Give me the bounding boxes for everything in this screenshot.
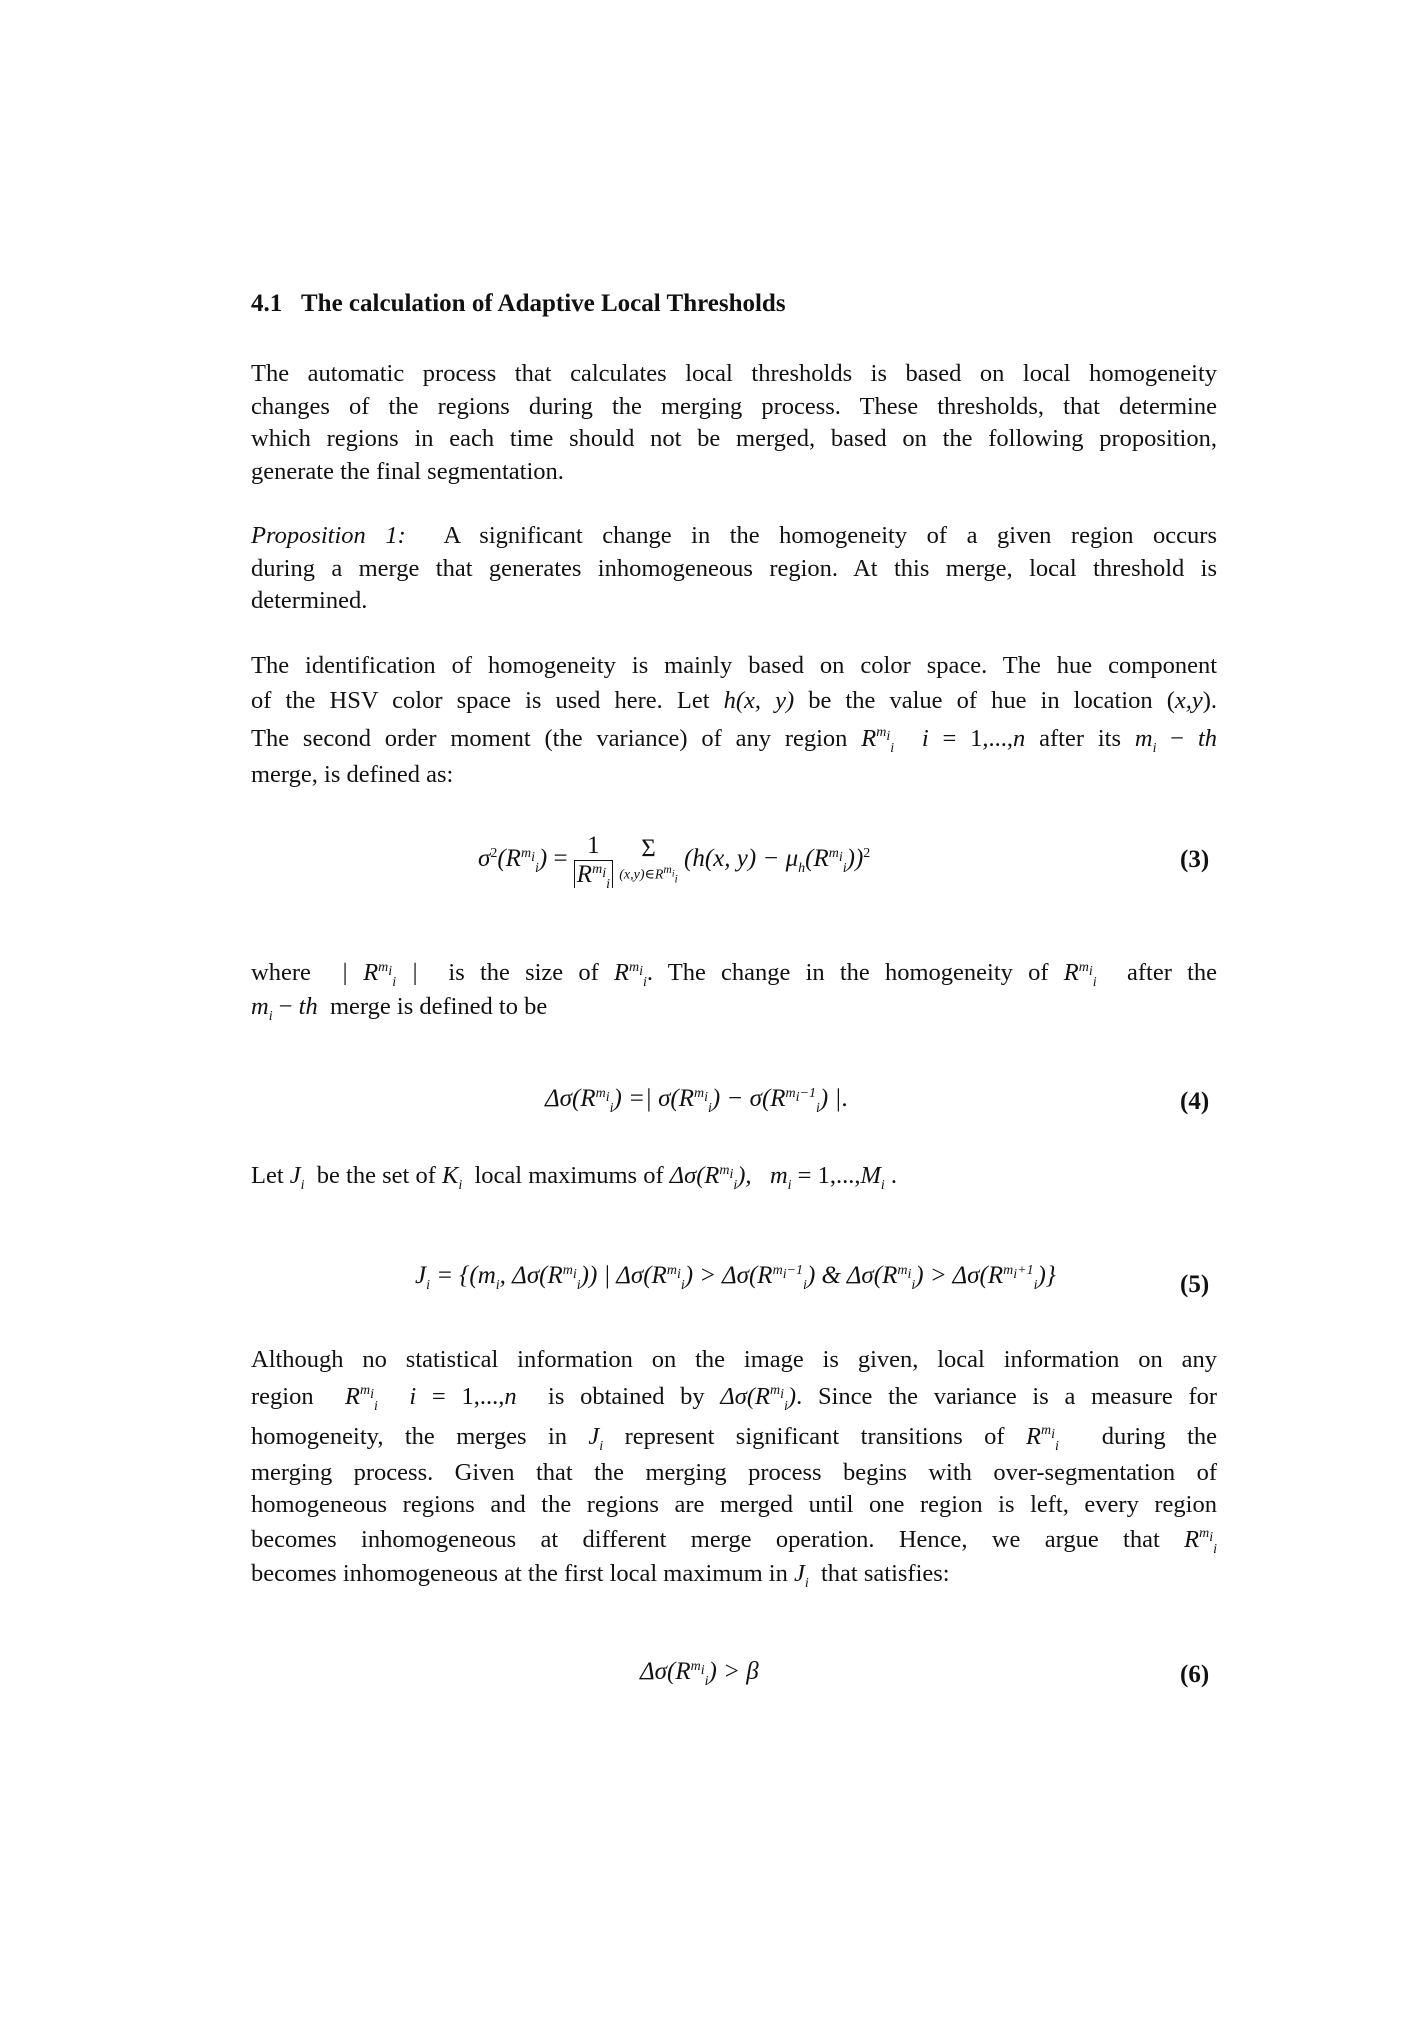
section-heading [251, 290, 786, 318]
equation-number: (4) [1180, 1088, 1210, 1115]
text-line: The automatic process that calculates local thresholds is based on local homogeneity [251, 360, 1217, 387]
math-K-i: $K_i$ [441, 1162, 463, 1193]
text-segment: becomes inhomogeneous at different merge operation. Hence, we argue that [251, 1525, 1160, 1553]
text-line: determined. [251, 587, 368, 614]
text-line: which regions in each time should not be merged, based on the following proposition, [251, 425, 1217, 452]
text-segment: is the size of [448, 959, 599, 986]
text-segment: local maximums of [474, 1162, 664, 1189]
text-segment: represent significant transitions of [624, 1422, 1005, 1450]
equation-number: (5) [1180, 1271, 1210, 1298]
math-xy: (x,y) [1166, 686, 1211, 714]
text-segment: after its [1039, 724, 1122, 752]
section-title: The calculation of Adaptive Local Thresholds [301, 290, 786, 317]
paragraph-argument [251, 1344, 1217, 1590]
math-index-range: i = 1,...,n [921, 724, 1026, 752]
text-line: A significant change in the homogeneity of a given region occurs [443, 522, 1217, 549]
math-region: $R^{m_i}_i$ [1063, 959, 1097, 990]
math-region: $R^{m_i}_i$ [614, 959, 647, 990]
math-region: $R^{m_i}_i$ [861, 724, 895, 756]
math-h-xy: h(x, y) [723, 686, 795, 714]
equation-6: $\Delta\sigma(R^{m_i}_i) > \beta$ [640, 1658, 759, 1689]
paragraph-intro [251, 358, 1217, 488]
math-region: $R^{m_i}_i$ [345, 1382, 378, 1414]
math-region-size: | $R^{m_i}_i$ | [341, 959, 419, 990]
math-mi-th: $m_i$ − th [1134, 724, 1218, 756]
equation-4: $\Delta\sigma(R^{m_i}_i)$ =| $\sigma(R^{m_i}_i) - \sigma(R^{m_i-1}_i)$ |. [545, 1085, 848, 1116]
text-segment: Let [251, 1162, 284, 1189]
math-mi-th: $m_i$ − th [251, 993, 318, 1024]
paragraph-local-max: Let $J_i$ be the set of $K_i$ local maximums of $\Delta\sigma(R^{m_i}_i)$, $m_i = 1,...,M_i$ . [251, 1162, 898, 1193]
math-J-i: $J_i$ [289, 1162, 305, 1193]
proposition-label: Proposition 1: [251, 522, 406, 549]
text-line: generate the final segmentation. [251, 457, 564, 485]
equation-5: $J_i = \{(m_i$, $\Delta\sigma(R^{m_i}_i)$) | $\Delta\sigma(R^{m_i}_i) > \Delta\sigma(R^{m_i-1}_i)$ & $\Delta\sigma(R^{m_i}_i) > \Delta\sigma(R^{m_i+1}_i)$} [415, 1262, 1056, 1293]
math-J-i: $J_i$ [588, 1422, 604, 1454]
text-segment: . Since the variance is a measure for [796, 1382, 1218, 1410]
text-segment: is obtained by [548, 1382, 705, 1410]
text-line: The identification of homogeneity is mainly based on color space. The hue component [251, 652, 1217, 679]
equation-3: $\sigma^2(R^{m_i}_i)$ = $\frac{1}{R^{m_i}_i}$ Σ $(x,y)\in R^{m_i}_i$ (h(x, $y) - \mu_h(R^{m_i}_i))^2$ [478, 832, 871, 892]
text-segment: be the set of [316, 1162, 436, 1189]
text-segment: during the [1101, 1422, 1218, 1450]
text-segment: that satisfies: [820, 1559, 950, 1587]
math-J-i: $J_i$ [793, 1559, 809, 1591]
text-segment: The second order moment (the variance) of any region [251, 724, 848, 752]
math-delta-sigma: $\Delta\sigma(R^{m_i}_i)$ [720, 1382, 797, 1414]
equation-number: (3) [1180, 846, 1210, 873]
text-line: changes of the regions during the merging process. These thresholds, that determine [251, 392, 1217, 420]
paragraph-size [251, 955, 1217, 1024]
proposition [251, 520, 1217, 618]
paragraph-hue: The identification of homogeneity is mainly based on color space. The hue component of the HSV color space is used here. Let h(x, y) be the value of hue in location (x,y). The second order moment (the variance) of any region $R^{m_i}_i$ i = 1,...,n after its $m_i$ − th merge, is defined as: [251, 650, 1217, 791]
text-segment: where [251, 959, 311, 986]
text-line: during a merge that generates inhomogeneous region. At this merge, local threshold is [251, 554, 1217, 582]
text-line: merging process. Given that the merging process begins with over-segmentation of [251, 1458, 1217, 1486]
text-segment: homogeneity, the merges in [251, 1422, 567, 1450]
text-line: homogeneous regions and the regions are merged until one region is left, every region [251, 1491, 1217, 1518]
text-segment: becomes inhomogeneous at the first local maximum in [251, 1559, 788, 1587]
math-delta-sigma: $\Delta\sigma(R^{m_i}_i)$, [669, 1162, 752, 1193]
text-segment: region [251, 1382, 314, 1410]
text-segment: after the [1127, 959, 1218, 986]
equation-number: (6) [1180, 1661, 1210, 1688]
math-region: $R^{m_i}_i$ [1025, 1422, 1059, 1454]
math-mi-range: $m_i = 1,...,M_i$ [769, 1162, 885, 1193]
text-line: merge, is defined as: [251, 760, 454, 788]
text-segment: be the value of hue in location [808, 686, 1153, 714]
math-region: $R^{m_i}_i$ [1184, 1525, 1218, 1557]
section-number: 4.1 [251, 290, 283, 317]
text-segment: merge is defined to be [329, 993, 548, 1020]
math-index-range: i = 1,...,n [409, 1382, 517, 1410]
text-segment: . The change in the homogeneity of [646, 959, 1049, 986]
text-line: Although no statistical information on the image is given, local information on any [251, 1346, 1217, 1373]
text-segment: of the HSV color space is used here. Let [251, 686, 710, 714]
